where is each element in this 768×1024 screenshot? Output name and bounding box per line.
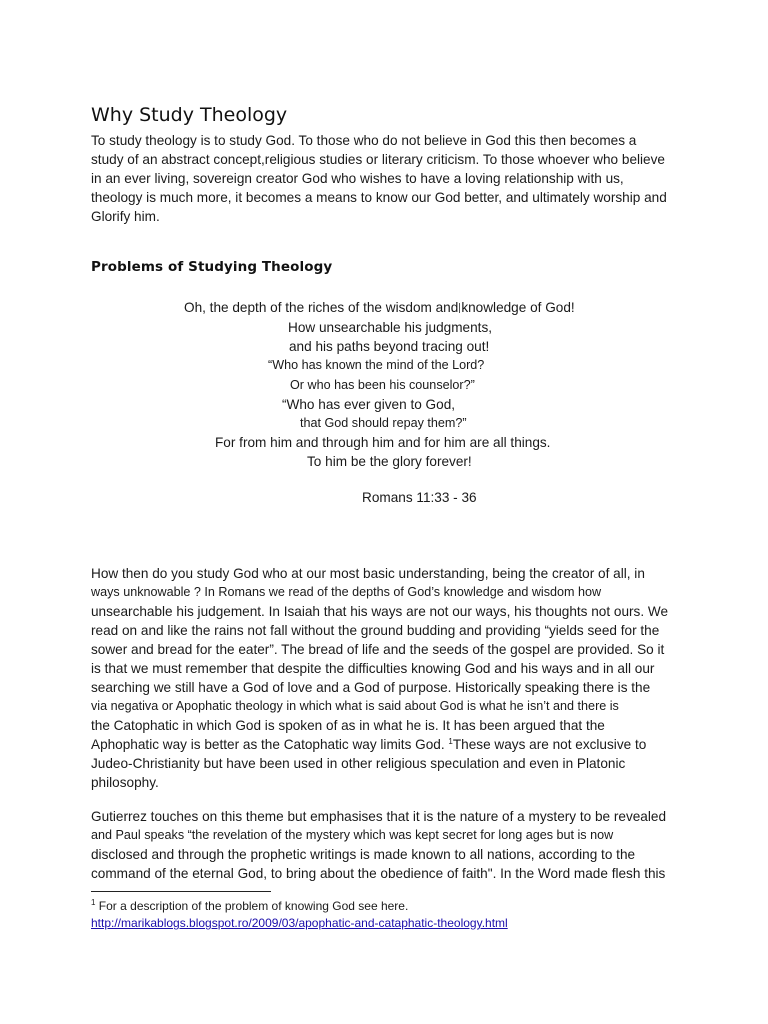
quote-line: To him be the glory forever! — [307, 454, 472, 469]
body-line-start: Aphophatic way is better as the Catophatic way limits God. — [91, 737, 445, 752]
footnote-reference[interactable]: 1 — [448, 737, 453, 746]
quote-line: “Who has ever given to God, — [282, 397, 456, 412]
body-line: unsearchable his judgement. In Isaiah that his ways are not our ways, his thoughts not ours. We — [91, 604, 669, 619]
quote-line-1 — [184, 298, 575, 317]
body-line: command of the eternal God, to bring about the obedience of faith". In the Word made flesh this — [91, 866, 666, 881]
body-line: Gutierrez touches on this theme but emphasises that it is the nature of a mystery to be revealed — [91, 809, 667, 824]
intro-line: study of an abstract concept,religious studies or literary criticism. To those whoever who believe — [91, 152, 665, 167]
footnote-separator — [91, 891, 271, 892]
page-title: Why Study Theology — [91, 104, 288, 126]
body-line: read on and like the rains not fall without the ground budding and providing “yields seed for the — [91, 623, 660, 638]
quote-line: Or who has been his counselor?” — [290, 378, 475, 392]
footnote-link-line — [91, 915, 508, 931]
quote-line: that God should repay them?” — [300, 416, 467, 430]
section-heading: Problems of Studying Theology — [91, 259, 333, 275]
body-line: the Catophatic in which God is spoken of as in what he is. It has been argued that the — [91, 718, 605, 733]
footnote-number: 1 — [91, 898, 96, 907]
intro-line: theology is much more, it becomes a means to know our God better, and ultimately worship and — [91, 190, 667, 205]
intro-line: To study theology is to study God. To those who do not believe in God this then becomes a — [91, 133, 637, 148]
body-line: disclosed and through the prophetic writings is made known to all nations, according to the — [91, 847, 636, 862]
footnote-description: For a description of the problem of knowing God see here. — [98, 899, 409, 913]
body-line: searching we still have a God of love and a God of purpose. Historically speaking there is the — [91, 680, 651, 695]
body-line: philosophy. — [91, 775, 159, 790]
body-line: and Paul speaks “the revelation of the mystery which was kept secret for long ages but is now — [91, 828, 614, 842]
body-line: sower and bread for the eater”. The bread of life and the seeds of the gospel are provided. So it — [91, 642, 665, 657]
quote-line-1-start: Oh, the depth of the riches of the wisdom and — [184, 300, 459, 315]
body-line: Judeo-Christianity but have been used in other religious speculation and even in Platonic — [91, 756, 626, 771]
quote-line: How unsearchable his judgments, — [288, 320, 493, 335]
quote-line-1-end: knowledge of God! — [461, 300, 575, 315]
quote-line: and his paths beyond tracing out! — [289, 339, 490, 354]
quote-line: “Who has known the mind of the Lord? — [268, 358, 485, 372]
body-line: via negativa or Apophatic theology in which what is said about God is what he isn’t and there is — [91, 699, 619, 713]
body-line-end: These ways are not exclusive to — [452, 737, 647, 752]
body-line: ways unknowable ? In Romans we read of the depths of God’s knowledge and wisdom how — [91, 585, 602, 599]
footnote-link[interactable]: http://marikablogs.blogspot.ro/2009/03/apophatic-and-cataphatic-theology.html — [91, 916, 508, 930]
intro-line: Glorify him. — [91, 209, 160, 224]
quote-line: For from him and through him and for him are all things. — [215, 435, 551, 450]
scripture-reference: Romans 11:33 - 36 — [362, 490, 477, 505]
body-line: How then do you study God who at our most basic understanding, being the creator of all, in — [91, 566, 645, 581]
intro-line: in an ever living, sovereign creator God who wishes to have a loving relationship with us, — [91, 171, 624, 186]
body-line-with-footnote — [91, 735, 646, 754]
body-line: is that we must remember that despite the difficulties knowing God and his ways and in all our — [91, 661, 655, 676]
footnote-text — [91, 898, 408, 914]
